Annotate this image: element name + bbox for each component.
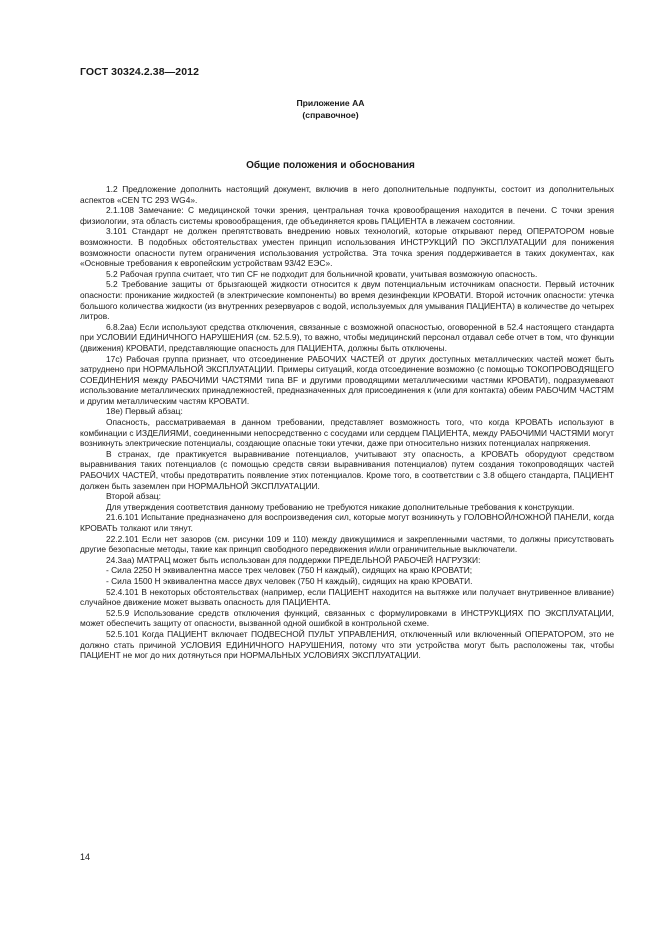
paragraph: 17с) Рабочая группа признает, что отсоединение РАБОЧИХ ЧАСТЕЙ от других доступных металлических частей может быть затруднено при НОРМАЛЬНОЙ ЭКСПЛУАТАЦИИ. Примеры ситуаций, когда отсоединение возможно (с помощью ТОКОПРОВОДЯЩЕГО СОЕДИНЕНИЯ между РАБОЧИМИ ЧАСТЯМИ типа BF и другими проводящими металлическими частями КРОВАТИ), подразумевают использование металлических принадлежностей, предназначенных для присоединения к (или для контакта) обеим РАБОЧИМ ЧАСТЯМ и другим металлическим частям КРОВАТИ.: [80, 353, 614, 406]
paragraph: 5.2 Требование защиты от брызгающей жидкости относится к двум потенциальным источникам опасности. Первый источник опасности: проникание жидкостей (в электрические компоненты) во время дезинфекции КРОВАТИ. Второй источник опасности: утечка большого количества жидкости (из внутренних резервуаров с водой, используемых для умывания ПАЦИЕНТА) в количестве до четырех литров.: [80, 279, 614, 322]
paragraph: 3.101 Стандарт не должен препятствовать внедрению новых технологий, которые открывают перед ОПЕРАТОРОМ новые возможности. В подобных обстоятельствах уместен принцип использования ИНСТРУКЦИЙ ПО ЭКСПЛУАТАЦИИ для понижения возможности опасности путем ограничения использования устройства. Эта точка зрения поддерживается в таких документах, как «Основные требования к европейским устройствам 93/42 ЕЭС».: [80, 226, 614, 269]
appendix-title: Приложение АА: [296, 98, 365, 108]
paragraph: Для утверждения соответствия данному требованию не требуются никакие дополнительные требования к конструкции.: [106, 501, 575, 512]
list-item: - Сила 2250 Н эквивалентна массе трех человек (750 Н каждый), сидящих на краю КРОВАТИ;: [106, 565, 473, 576]
list-item: - Сила 1500 Н эквивалентна массе двух человек (750 Н каждый), сидящих на краю КРОВАТИ.: [106, 575, 473, 586]
paragraph: 1.2 Предложение дополнить настоящий документ, включив в него дополнительные подпункты, состоит из дополнительных аспектов «CEN TC 293 WG4».: [80, 184, 614, 205]
page-number: 14: [80, 852, 91, 862]
paragraph: 24.3аа) МАТРАЦ может быть использован для поддержки ПРЕДЕЛЬНОЙ РАБОЧЕЙ НАГРУЗКИ:: [106, 554, 481, 565]
paragraph: 6.8.2аа) Если используют средства отключения, связанные с возможной опасностью, оговоренной в 52.4 настоящего стандарта при УСЛОВИИ ЕДИНИЧНОГО НАРУШЕНИЯ (см. 52.5.9), то важно, чтобы медицинский персонал отдавал себе отчет в том, что функции (движения) КРОВАТИ, представляющие опасность для ПАЦИЕНТА, должны быть отключены.: [80, 321, 614, 353]
section-title: Общие положения и обоснования: [246, 160, 415, 171]
paragraph: 2.1.108 Замечание: С медицинской точки зрения, центральная точка кровообращения находится в печени. С точки зрения физиологии, эта область системы кровообращения, где объединяется кровь ПАЦИЕНТА в лежачем состоянии.: [80, 205, 614, 226]
paragraph: 5.2 Рабочая группа считает, что тип CF не подходит для больничной кровати, учитывая возможную опасность.: [106, 268, 538, 279]
appendix-note: (справочное): [302, 110, 359, 120]
paragraph: Второй абзац:: [106, 491, 161, 502]
paragraph: 21.6.101 Испытание предназначено для воспроизведения сил, которые могут возникнуть у ГОЛОВНОЙ/НОЖНОЙ ПАНЕЛИ, когда КРОВАТЬ толкают или тянут.: [80, 512, 614, 533]
paragraph: 52.5.9 Использование средств отключения функций, связанных с формулировками в ИНСТРУКЦИЯХ ПО ЭКСПЛУАТАЦИИ, может обеспечить защиту от опасности, вызванной одной ошибкой в контрольной схеме.: [80, 607, 614, 629]
paragraph: В странах, где практикуется выравнивание потенциалов, учитывают эту опасность, а КРОВАТЬ оборудуют средством выравнивания таких потенциалов (с помощью средств связи выравнивания потенциалов) путем создания токопроводящих частей РАБОЧИХ ЧАСТЕЙ, чтобы предотвратить появление этих потенциалов. Кроме того, в соответствии с 3.8 общего стандарта, ПАЦИЕНТ должен быть заземлен при НОРМАЛЬНОЙ ЭКСПЛУАТАЦИИ.: [80, 448, 614, 491]
paragraph: 52.5.101 Когда ПАЦИЕНТ включает ПОДВЕСНОЙ ПУЛЬТ УПРАВЛЕНИЯ, отключенный или включенный ОПЕРАТОРОМ, это не должно стать причиной УСЛОВИЯ ЕДИНИЧНОГО НАРУШЕНИЯ, потому что эти устройства могут быть расположены так, чтобы ПАЦИЕНТ не мог до них дотянуться при НОРМАЛЬНЫХ УСЛОВИЯХ ЭКСПЛУАТАЦИИ.: [80, 628, 614, 661]
paragraph: 18е) Первый абзац:: [106, 406, 183, 417]
document-body: [80, 184, 614, 661]
paragraph: Опасность, рассматриваемая в данном требовании, представляет возможность того, что когда КРОВАТЬ используют в комбинации с ИЗДЕЛИЯМИ, соединенными непосредственно с сосудами или сердцем ПАЦИЕНТА, между РАБОЧИМИ ЧАСТЯМИ могут возникнуть электрические потенциалы, создающие опасные токи утечки, даже при относительно низких потенциалах напряжения.: [80, 417, 614, 449]
paragraph: 22.2.101 Если нет зазоров (см. рисунки 109 и 110) между движущимися и закрепленными частями, то должны присутствовать другие безопасные методы, такие как принцип свободного передвижения и/или ограничительные выключатели.: [80, 533, 614, 555]
paragraph: 52.4.101 В некоторых обстоятельствах (например, если ПАЦИЕНТ находится на вытяжке или получает внутривенное вливание) случайное движение может вызвать опасность для ПАЦИЕНТА.: [80, 586, 614, 608]
document-code: ГОСТ 30324.2.38—2012: [80, 66, 200, 78]
